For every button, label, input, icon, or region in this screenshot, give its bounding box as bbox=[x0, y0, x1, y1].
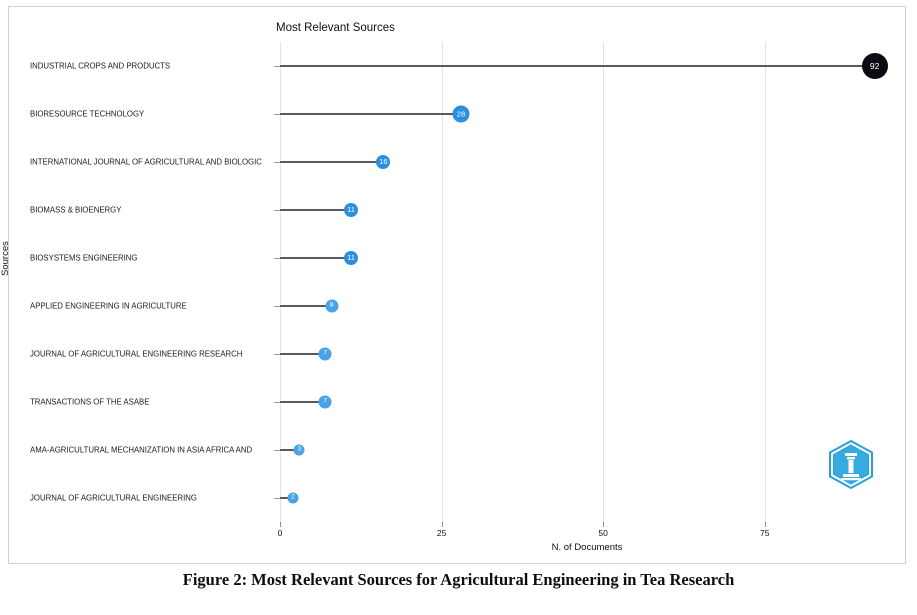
y-axis-title: Sources bbox=[0, 241, 11, 276]
x-axis-tick bbox=[765, 522, 766, 527]
x-axis-title: N. of Documents bbox=[551, 542, 623, 553]
x-axis-tick-label: 25 bbox=[436, 528, 447, 538]
y-axis-category-label: JOURNAL OF AGRICULTURAL ENGINEERING RESEARCH bbox=[30, 349, 243, 359]
x-axis-tick bbox=[442, 522, 443, 527]
x-axis-tick bbox=[603, 522, 604, 527]
data-point[interactable]: 7 bbox=[319, 348, 332, 361]
plot-area bbox=[280, 42, 894, 522]
data-point[interactable]: 2 bbox=[287, 493, 298, 504]
lollipop-stem bbox=[280, 113, 459, 114]
y-axis-labels bbox=[18, 42, 276, 522]
lollipop-stem bbox=[280, 209, 349, 210]
data-point[interactable]: 7 bbox=[319, 396, 332, 409]
figure-container bbox=[0, 6, 908, 566]
y-axis-category-label: APPLIED ENGINEERING IN AGRICULTURE bbox=[30, 301, 187, 311]
data-point[interactable]: 16 bbox=[376, 155, 390, 169]
lollipop-stem bbox=[280, 305, 330, 306]
data-point[interactable]: 11 bbox=[344, 251, 358, 265]
data-point[interactable]: 8 bbox=[325, 300, 338, 313]
y-axis-category-label: INDUSTRIAL CROPS AND PRODUCTS bbox=[30, 61, 171, 71]
y-axis-category-label: TRANSACTIONS OF THE ASABE bbox=[30, 397, 150, 407]
x-axis-tick-label: 50 bbox=[598, 528, 608, 538]
lollipop-stem bbox=[280, 353, 323, 354]
chart-title: Most Relevant Sources bbox=[276, 22, 395, 34]
data-point[interactable]: 3 bbox=[294, 445, 305, 456]
x-axis-tick bbox=[280, 522, 281, 527]
y-axis-category-label: BIOMASS & BIOENERGY bbox=[30, 205, 122, 215]
grid-line bbox=[765, 42, 766, 522]
y-axis-category-label: BIOSYSTEMS ENGINEERING bbox=[30, 253, 138, 263]
lollipop-stem bbox=[280, 257, 349, 258]
y-axis-category-label: BIORESOURCE TECHNOLOGY bbox=[30, 109, 145, 119]
lollipop-stem bbox=[280, 65, 873, 66]
grid-line bbox=[603, 42, 604, 522]
y-axis-category-label: AMA-AGRICULTURAL MECHANIZATION IN ASIA AFRICA AND bbox=[30, 445, 253, 455]
lollipop-stem bbox=[280, 161, 381, 162]
figure-caption: Figure 2: Most Relevant Sources for Agricultural Engineering in Tea Research bbox=[182, 570, 735, 589]
hexagon-badge-logo-icon bbox=[828, 440, 874, 492]
data-point[interactable]: 92 bbox=[862, 53, 888, 79]
x-axis-tick-label: 0 bbox=[277, 528, 283, 538]
y-axis-category-label: JOURNAL OF AGRICULTURAL ENGINEERING bbox=[30, 493, 197, 503]
data-point[interactable]: 11 bbox=[344, 203, 358, 217]
x-axis-tick-label: 75 bbox=[760, 528, 770, 538]
y-axis-category-label: INTERNATIONAL JOURNAL OF AGRICULTURAL AND BIOLOGIC bbox=[30, 157, 262, 167]
data-point[interactable]: 28 bbox=[452, 106, 469, 123]
lollipop-stem bbox=[280, 401, 323, 402]
